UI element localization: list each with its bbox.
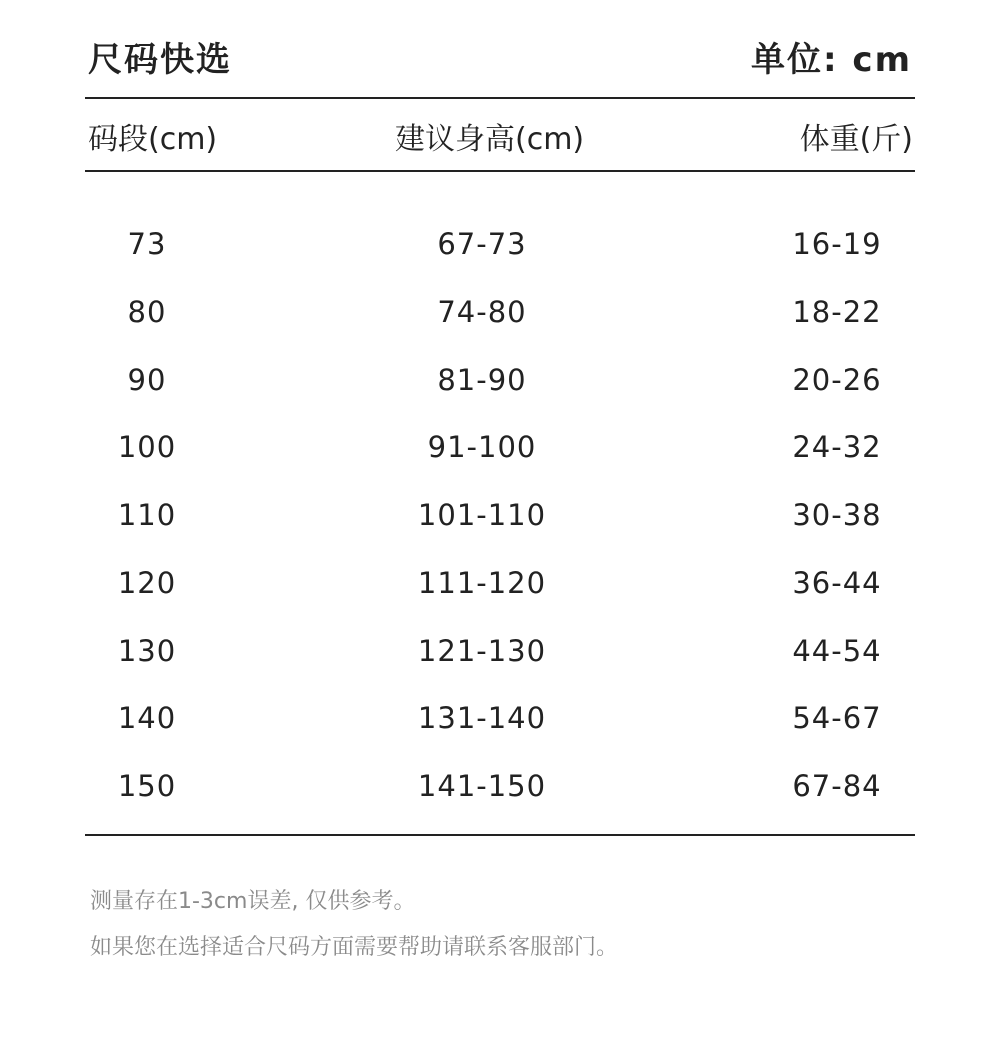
table-header-divider	[85, 170, 915, 172]
cell-height: 141-150	[417, 769, 547, 803]
cell-height: 111-120	[417, 565, 547, 600]
table-row	[85, 280, 915, 348]
cell-weight: 44-54	[792, 633, 882, 668]
cell-weight: 24-32	[792, 430, 882, 465]
table-top-divider	[85, 97, 915, 99]
cell-weight: 54-67	[792, 701, 882, 736]
table-row	[85, 348, 915, 416]
cell-size: 140	[117, 701, 177, 736]
cell-height: 67-73	[437, 227, 527, 261]
size-chart	[85, 0, 915, 1063]
cell-height: 121-130	[417, 633, 547, 668]
cell-weight: 16-19	[792, 227, 882, 261]
size-chart-header	[85, 28, 915, 78]
cell-weight: 30-38	[792, 498, 882, 532]
column-header-size: 码段(cm)	[88, 122, 218, 157]
cell-size: 110	[117, 498, 177, 532]
cell-size: 73	[127, 227, 167, 261]
cell-weight: 18-22	[792, 294, 882, 329]
column-header-height: 建议身高(cm)	[395, 122, 585, 157]
table-row	[85, 415, 915, 483]
cell-height: 74-80	[437, 294, 527, 329]
cell-size: 90	[127, 362, 167, 397]
table-bottom-divider	[85, 834, 915, 836]
cell-height: 101-110	[417, 498, 547, 532]
table-row	[85, 212, 915, 280]
footnotes	[90, 884, 910, 976]
cell-height: 81-90	[437, 362, 527, 397]
cell-weight: 20-26	[792, 362, 882, 397]
table-row	[85, 483, 915, 551]
cell-size: 120	[117, 565, 177, 600]
cell-weight: 67-84	[792, 769, 882, 803]
cell-size: 150	[117, 769, 177, 803]
table-header-row	[85, 108, 915, 162]
column-header-weight: 体重(斤)	[799, 122, 913, 157]
unit-label: 单位: cm	[750, 40, 912, 80]
cell-size: 80	[127, 294, 167, 329]
table-row	[85, 619, 915, 687]
cell-height: 131-140	[417, 701, 547, 736]
measurement-note: 测量存在1-3cm误差, 仅供参考。	[90, 889, 416, 914]
table-row	[85, 551, 915, 619]
table-row	[85, 754, 915, 822]
cell-weight: 36-44	[792, 565, 882, 600]
table-body	[85, 212, 915, 822]
cell-size: 100	[117, 430, 177, 465]
table-row	[85, 686, 915, 754]
cell-height: 91-100	[427, 430, 537, 465]
support-note: 如果您在选择适合尺码方面需要帮助请联系客服部门。	[90, 935, 619, 960]
page-title: 尺码快选	[88, 40, 232, 80]
cell-size: 130	[117, 633, 177, 668]
